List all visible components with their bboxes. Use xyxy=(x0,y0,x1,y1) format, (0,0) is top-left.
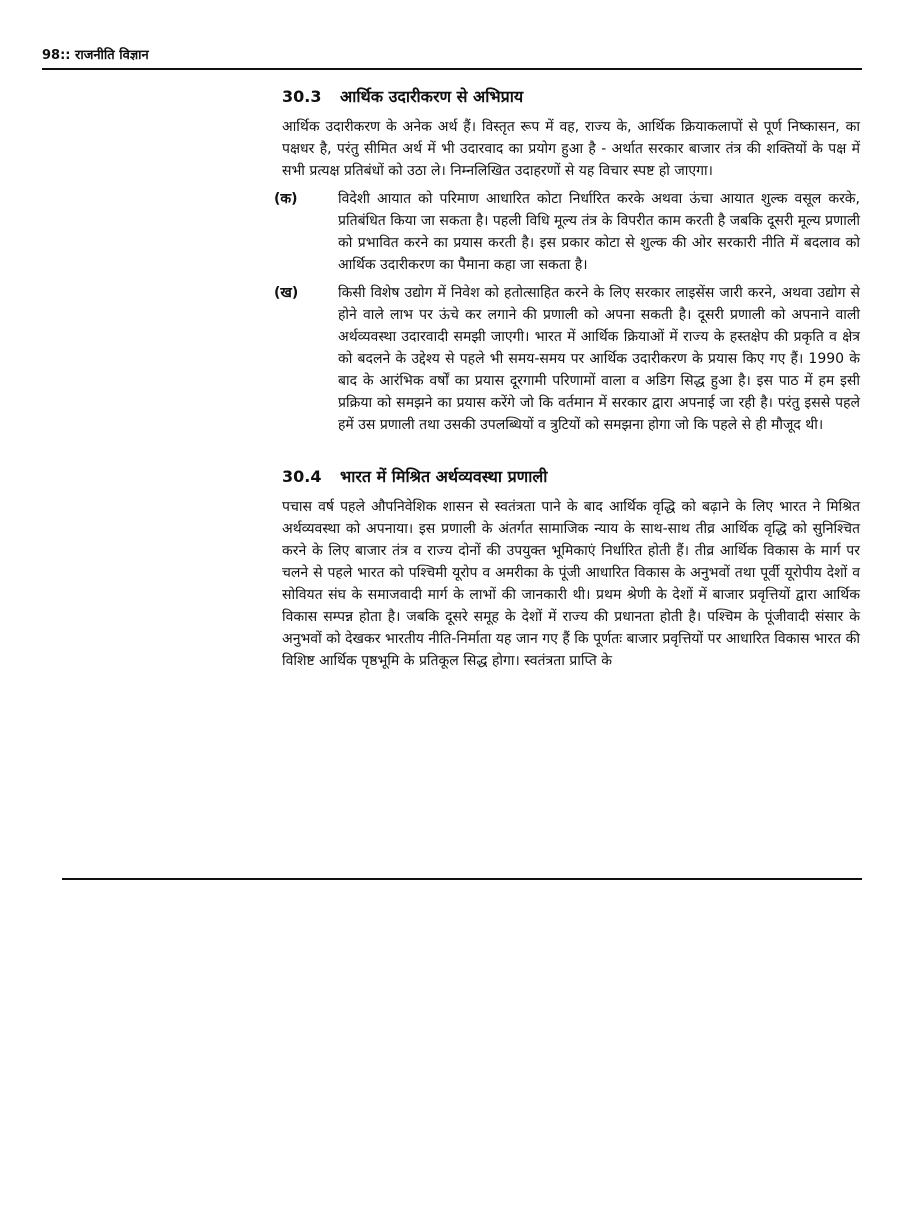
page-content xyxy=(274,86,860,678)
section-30-3-heading xyxy=(282,86,860,108)
running-head: 98:: राजनीति विज्ञान xyxy=(42,48,149,63)
list-marker: (क) xyxy=(274,191,298,207)
list-text: किसी विशेष उद्योग में निवेश को हतोत्साहित करने के लिए सरकार लाइसेंस जारी करने, अथवा उद्योग से होने वाले लाभ पर ऊंचे कर लगाने की प्रणाली को अपना सकती है। दूसरी प्रणाली को अपनाने वाली अर्थव्यवस्था उदारवादी समझी जाएगी। भारत में आर्थिक क्रियाओं में राज्य के हस्तक्षेप की प्रकृति व क्षेत्र को बदलने के उद्देश्य से पहले भी समय-समय पर आर्थिक उदारीकरण के प्रयास किए गए हैं। 1990 के बाद के आरंभिक वर्षों का प्रयास दूरगामी परिणामों वाला व अडिग सिद्ध हुआ है। इस पाठ में हम इसी प्रक्रिया को समझने का प्रयास करेंगे जो कि वर्तमान में सरकार द्वारा अपनाई जा रही है। परंतु इससे पहले हमें उस प्रणाली तथा उसकी उपलब्धियों व त्रुटियों को समझना होगा जो कि पहले से ही मौजूद थी। xyxy=(338,285,860,433)
section-number: 30.4 xyxy=(282,467,322,486)
section-title: आर्थिक उदारीकरण से अभिप्राय xyxy=(340,87,524,106)
section-number: 30.3 xyxy=(282,87,322,106)
section-30-4-body: पचास वर्ष पहले औपनिवेशिक शासन से स्वतंत्रता पाने के बाद आर्थिक वृद्धि को बढ़ाने के लिए भारत ने मिश्रित अर्थव्यवस्था को अपनाया। इस प्रणाली के अंतर्गत सामाजिक न्याय के साथ-साथ तीव्र आर्थिक वृद्धि को सुनिश्चित करने के लिए बाजार तंत्र व राज्य दोनों की उपयुक्त भूमिकाएं निर्धारित होती हैं। तीव्र आर्थिक विकास के मार्ग पर चलने से पहले भारत को पश्चिमी यूरोप व अमरीका के पूंजी आधारित विकास के अनुभवों तथा पूर्वी यूरोपीय देशों व सोवियत संघ के समाजवादी मार्ग के लाभों की जानकारी थी। प्रथम श्रेणी के देशों में बाजार प्रवृत्तियों द्वारा आर्थिक विकास सम्पन्न होता है। जबकि दूसरे समूह के देशों में राज्य की प्रधानता होती है। पश्चिम के पूंजीवादी संसार के अनुभवों को देखकर भारतीय नीति-निर्माता यह जान गए हैं कि पूर्णतः बाजार प्रवृत्तियों पर आधारित विकास भारत की विशिष्ट आर्थिक पृष्ठभूमि के प्रतिकूल सिद्ध होगा। स्वतंत्रता प्राप्ति के xyxy=(282,499,860,669)
list-text: विदेशी आयात को परिमाण आधारित कोटा निर्धारित करके अथवा ऊंचा आयात शुल्क वसूल करके, प्रतिबंधित किया जा सकता है। पहली विधि मूल्य तंत्र के विपरीत काम करती है जबकि दूसरी मूल्य प्रणाली को प्रभावित करने का प्रयास करती है। इस प्रकार कोटा से शुल्क की ओर सरकारी नीति में बदलाव को आर्थिक उदारीकरण का पैमाना कहा जा सकता है। xyxy=(338,191,860,273)
bottom-rule xyxy=(62,878,862,880)
section-title: भारत में मिश्रित अर्थव्यवस्था प्रणाली xyxy=(340,467,548,486)
list-item-kha xyxy=(274,282,860,436)
section-30-4-heading xyxy=(282,466,860,488)
list-marker: (ख) xyxy=(274,285,299,301)
list-item-ka xyxy=(274,188,860,276)
top-rule xyxy=(42,68,862,70)
section-30-3-intro: आर्थिक उदारीकरण के अनेक अर्थ हैं। विस्तृत रूप में वह, राज्य के, आर्थिक क्रियाकलापों से पूर्ण निष्कासन, का पक्षधर है, परंतु सीमित अर्थ में भी उदारवाद का प्रयोग हुआ है - अर्थात सरकार बाजार तंत्र की शक्तियों के पक्ष में सभी प्रत्यक्ष प्रतिबंधों को उठा ले। निम्नलिखित उदाहरणों से यह विचार स्पष्ट हो जाएगा। xyxy=(282,119,860,179)
